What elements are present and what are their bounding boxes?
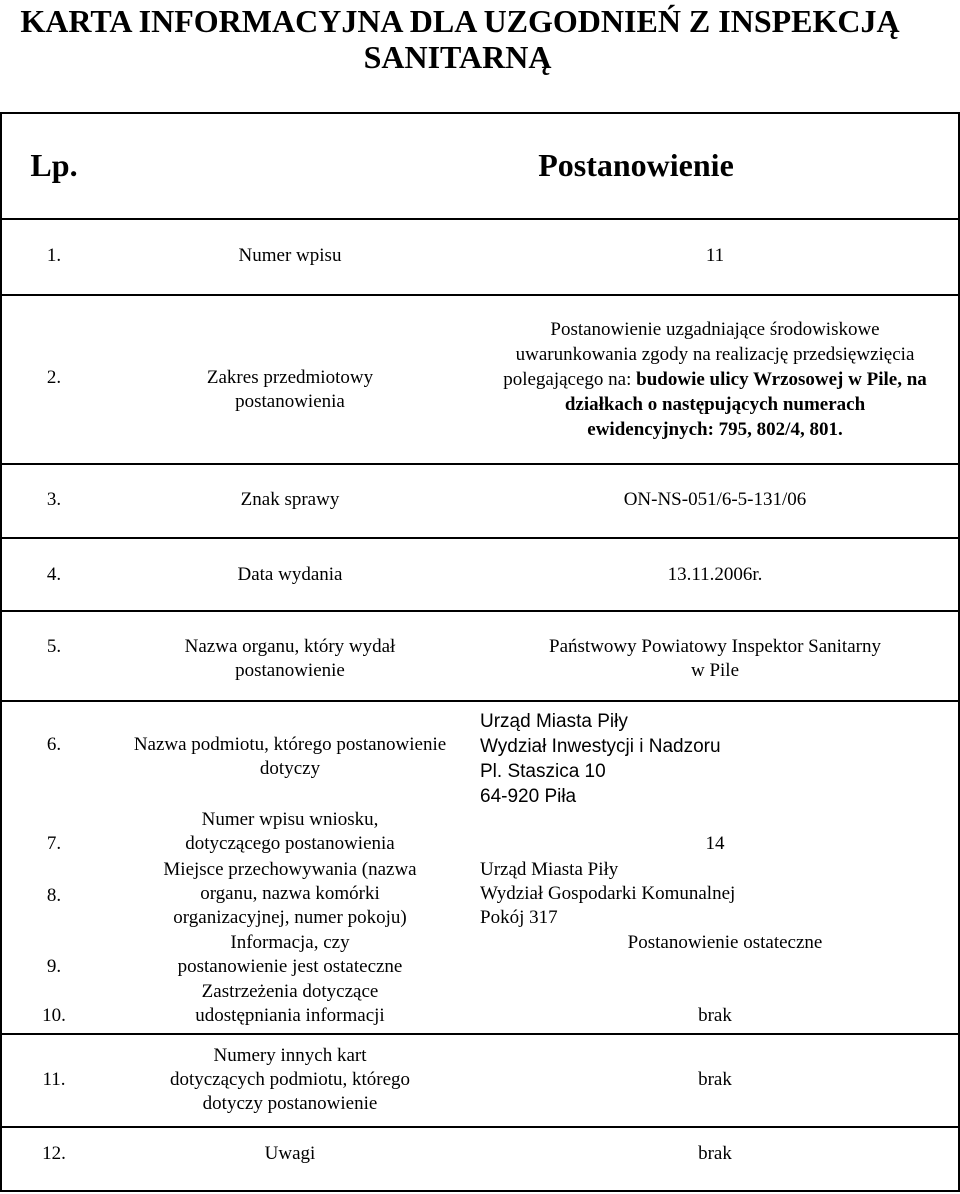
document-title-line1: KARTA INFORMACYJNA DLA UZGODNIEŃ Z INSPEKCJĄ [20, 3, 900, 39]
row-divider [0, 463, 960, 465]
row-divider [0, 1033, 960, 1035]
header-divider [0, 218, 960, 220]
row-11-label-line1: Numery innych kart [213, 1045, 367, 1066]
row-11-label [110, 1044, 470, 1116]
row-2-value-line3-bold: budowie ulicy Wrzosowej w Pile, na [636, 369, 927, 390]
row-3-value: ON-NS-051/6-5-131/06 [623, 489, 807, 510]
row-6-label-line2: dotyczy [259, 758, 321, 779]
row-9-value: Postanowienie ostateczne [627, 932, 823, 953]
row-5-label-line1: Nazwa organu, który wydał [184, 636, 396, 657]
header-postanowienie: Postanowienie [538, 147, 734, 183]
row-2-value-line5: ewidencyjnych: 795, 802/4, 801. [587, 419, 843, 440]
row-divider [0, 294, 960, 296]
row-8-value-line1: Urząd Miasta Piły [480, 859, 619, 880]
row-6-value-line1: Urząd Miasta Piły [480, 711, 628, 732]
row-divider [0, 1126, 960, 1128]
row-5-value-line2: w Pile [690, 660, 740, 681]
row-9-label [110, 931, 470, 979]
row-5-number: 5. [46, 636, 62, 657]
row-2-value [475, 317, 955, 442]
row-12-value: brak [698, 1143, 732, 1164]
row-11-label-line3: dotyczy postanowienie [202, 1093, 378, 1114]
row-6-value-line3: Pl. Staszica 10 [480, 761, 606, 782]
row-11-label-line2: dotyczących podmiotu, którego [169, 1069, 411, 1090]
row-6-label-line1: Nazwa podmiotu, którego postanowienie [133, 734, 447, 755]
row-7-label [110, 808, 470, 856]
row-2-value-line3-prefix: polegającego na: [503, 369, 637, 390]
row-11-number: 11. [42, 1069, 66, 1090]
row-2-value-line2: uwarunkowania zgody na realizację przedsięwzięcia [515, 344, 915, 365]
row-1-value: 11 [705, 245, 725, 266]
row-5-value-line1: Państwowy Powiatowy Inspektor Sanitarny [549, 636, 881, 657]
row-8-number: 8. [46, 885, 62, 906]
row-4-label: Data wydania [237, 564, 343, 585]
row-6-number: 6. [46, 734, 62, 755]
row-10-label-line1: Zastrzeżenia dotyczące [201, 981, 379, 1002]
row-2-number: 2. [46, 367, 62, 388]
row-2-value-line3 [475, 367, 955, 392]
row-8-value-line2: Wydział Gospodarki Komunalnej [480, 883, 736, 904]
row-7-value: 14 [705, 833, 725, 854]
row-5-label [110, 635, 470, 683]
row-10-label [110, 980, 470, 1028]
row-2-label-line1: Zakres przedmiotowy [206, 367, 374, 388]
row-9-label-line1: Informacja, czy [230, 932, 350, 953]
row-2-label [110, 366, 470, 414]
row-3-label: Znak sprawy [240, 489, 340, 510]
row-3-number: 3. [46, 489, 62, 510]
header-lp: Lp. [30, 147, 78, 183]
row-4-number: 4. [46, 564, 62, 585]
row-8-label-line3: organizacyjnej, numer pokoju) [173, 907, 407, 928]
row-7-label-line1: Numer wpisu wniosku, [201, 809, 379, 830]
row-9-number: 9. [46, 956, 62, 977]
row-8-value [480, 858, 950, 930]
row-10-label-line2: udostępniania informacji [195, 1005, 385, 1026]
row-9-label-line2: postanowienie jest ostateczne [177, 956, 403, 977]
row-8-label-line1: Miejsce przechowywania (nazwa [163, 859, 417, 880]
row-8-label [110, 858, 470, 930]
row-10-number: 10. [42, 1005, 66, 1026]
row-divider [0, 700, 960, 702]
row-5-value [475, 635, 955, 683]
row-8-label-line2: organu, nazwa komórki [200, 883, 380, 904]
row-12-number: 12. [42, 1143, 66, 1164]
row-2-value-line4: działkach o następujących numerach [564, 394, 866, 415]
row-7-number: 7. [46, 833, 62, 854]
row-6-label [110, 733, 470, 781]
row-7-label-line2: dotyczącego postanowienia [185, 833, 395, 854]
row-12-label: Uwagi [264, 1143, 316, 1164]
row-2-label-line2: postanowienia [235, 391, 345, 412]
row-8-value-line3: Pokój 317 [480, 907, 558, 928]
row-5-label-line2: postanowienie [235, 660, 345, 681]
row-6-value [480, 709, 950, 809]
row-1-label: Numer wpisu [238, 245, 342, 266]
row-4-value: 13.11.2006r. [667, 564, 763, 585]
row-divider [0, 537, 960, 539]
document-title-line2: SANITARNĄ [363, 39, 552, 75]
row-6-value-line2: Wydział Inwestycji i Nadzoru [480, 736, 721, 757]
row-2-value-line1: Postanowienie uzgadniające środowiskowe [550, 319, 880, 340]
row-1-number: 1. [46, 245, 62, 266]
row-11-value: brak [698, 1069, 732, 1090]
row-6-value-line4: 64-920 Piła [480, 786, 577, 807]
row-divider [0, 610, 960, 612]
row-10-value: brak [698, 1005, 732, 1026]
